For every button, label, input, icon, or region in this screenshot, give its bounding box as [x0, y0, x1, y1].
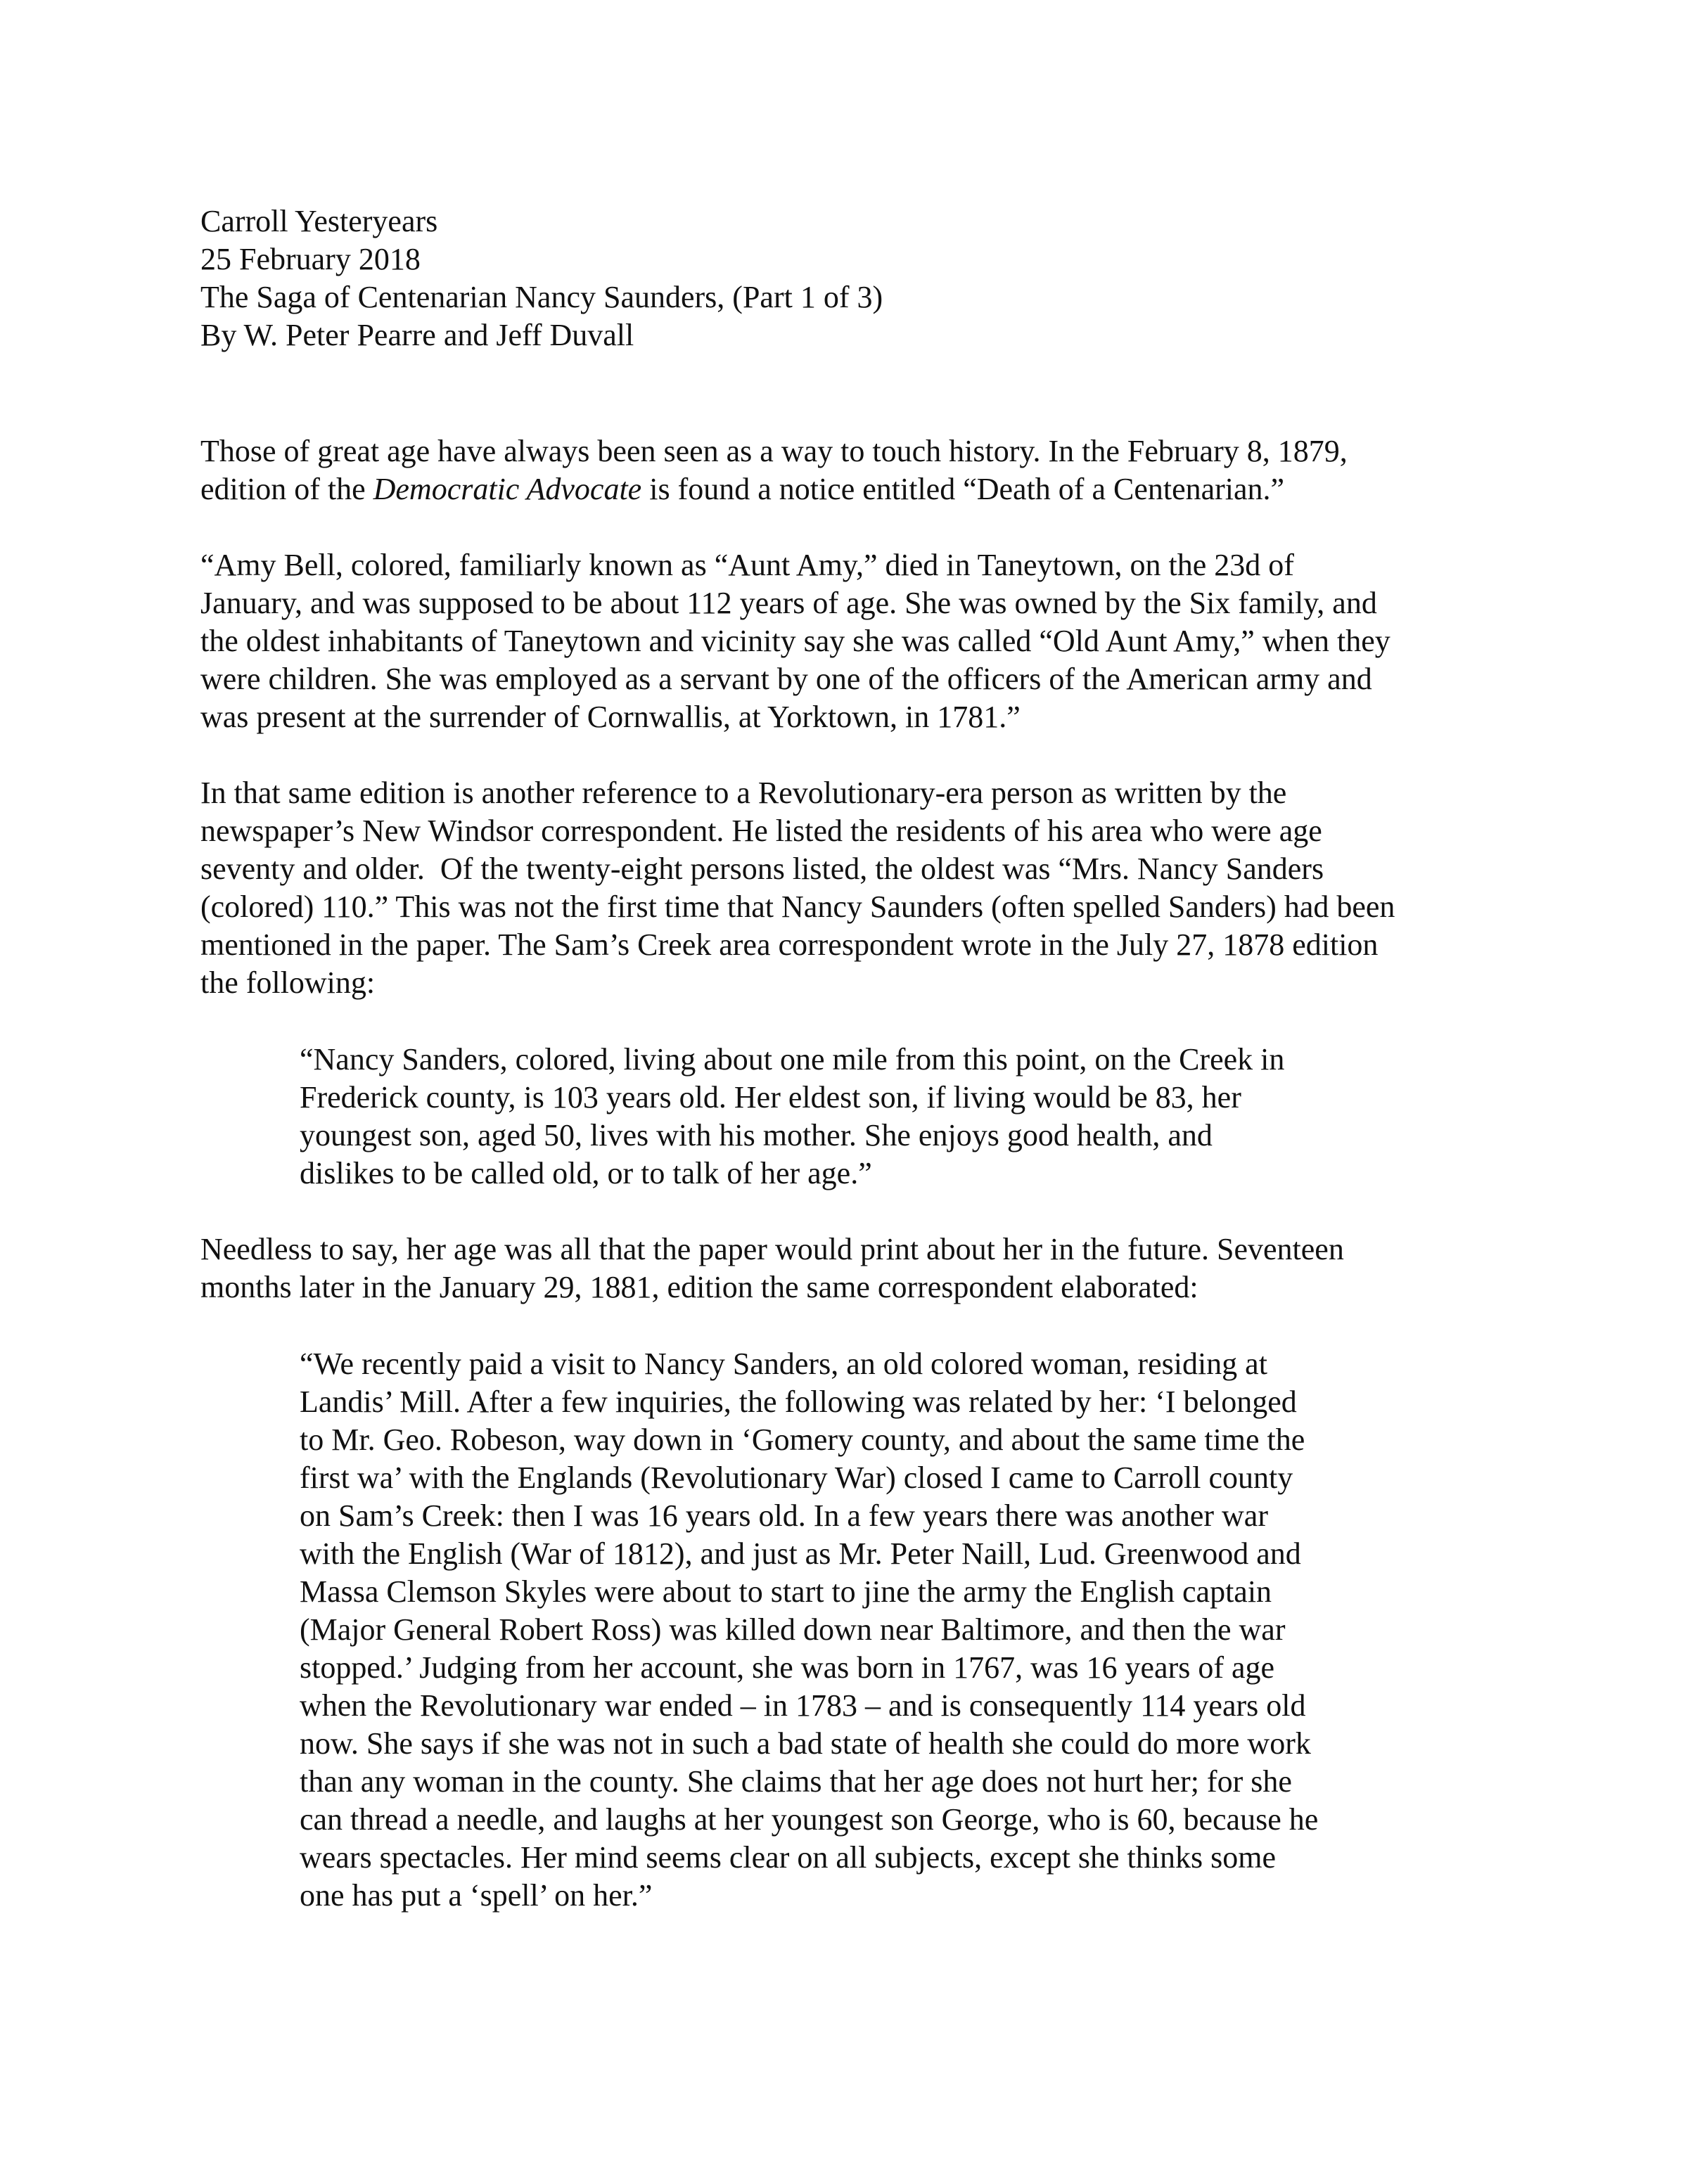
blockquote-2-line: with the English (War of 1812), and just as Mr. Peter Naill, Lud. Greenwood and — [300, 1536, 1301, 1571]
paragraph-1-line: Those of great age have always been seen as a way to touch history. In the February 8, 1879, — [200, 434, 1348, 468]
blockquote-1-line: “Nancy Sanders, colored, living about one mile from this point, on the Creek in — [300, 1042, 1285, 1077]
blockquote-2-line: Massa Clemson Skyles were about to start to jine the army the English captain — [300, 1574, 1272, 1609]
blockquote-2-line: Landis’ Mill. After a few inquiries, the following was related by her: ‘I belonged — [300, 1385, 1297, 1419]
paragraph-3-line: newspaper’s New Windsor correspondent. He listed the residents of his area who were age — [200, 814, 1322, 848]
blockquote-2-line: one has put a ‘spell’ on her.” — [300, 1878, 653, 1913]
blockquote-2-line: on Sam’s Creek: then I was 16 years old. In a few years there was another war — [300, 1498, 1268, 1533]
blockquote-2-line: stopped.’ Judging from her account, she was born in 1767, was 16 years of age — [300, 1650, 1275, 1685]
blockquote-1-line: Frederick county, is 103 years old. Her eldest son, if living would be 83, her — [300, 1080, 1241, 1115]
paragraph-2-line: “Amy Bell, colored, familiarly known as “Aunt Amy,” died in Taneytown, on the 23d of — [200, 548, 1294, 582]
blockquote-2-line: (Major General Robert Ross) was killed down near Baltimore, and then the war — [300, 1612, 1286, 1647]
blockquote-2-line: than any woman in the county. She claims that her age does not hurt her; for she — [300, 1764, 1292, 1799]
paragraph-3-line: seventy and older. Of the twenty-eight persons listed, the oldest was “Mrs. Nancy Sanders — [200, 852, 1324, 886]
blockquote-2-line: when the Revolutionary war ended – in 1783 – and is consequently 114 years old — [300, 1688, 1306, 1723]
article-title: The Saga of Centenarian Nancy Saunders, (Part 1 of 3) — [200, 280, 883, 314]
paragraph-3-line: In that same edition is another reference to a Revolutionary-era person as written by the — [200, 776, 1287, 810]
paragraph-1-text: is found a notice entitled “Death of a Centenarian.” — [641, 472, 1285, 506]
blockquote-2-line: “We recently paid a visit to Nancy Sanders, an old colored woman, residing at — [300, 1347, 1267, 1381]
paragraph-4-line: Needless to say, her age was all that the paper would print about her in the future. Seventeen — [200, 1232, 1344, 1266]
paragraph-4-line: months later in the January 29, 1881, edition the same correspondent elaborated: — [200, 1270, 1198, 1304]
article-byline: By W. Peter Pearre and Jeff Duvall — [200, 318, 634, 352]
blockquote-2-line: wears spectacles. Her mind seems clear on all subjects, except she thinks some — [300, 1840, 1276, 1875]
paragraph-2-line: the oldest inhabitants of Taneytown and vicinity say she was called “Old Aunt Amy,” when they — [200, 624, 1390, 658]
blockquote-2-line: can thread a needle, and laughs at her youngest son George, who is 60, because he — [300, 1802, 1319, 1837]
paragraph-3-line: the following: — [200, 965, 376, 1000]
blockquote-2-line: now. She says if she was not in such a bad state of health she could do more work — [300, 1726, 1311, 1761]
paragraph-3-line: (colored) 110.” This was not the first time that Nancy Saunders (often spelled Sanders) had been — [200, 889, 1395, 924]
newspaper-name: Democratic Advocate — [373, 472, 642, 506]
blockquote-2-line: first wa’ with the Englands (Revolutionary War) closed I came to Carroll county — [300, 1460, 1293, 1495]
paragraph-2-line: were children. She was employed as a servant by one of the officers of the American army and — [200, 662, 1372, 696]
paragraph-3-line: mentioned in the paper. The Sam’s Creek area correspondent wrote in the July 27, 1878 edition — [200, 927, 1379, 962]
column-name: Carroll Yesteryears — [200, 204, 438, 238]
paragraph-2-line: was present at the surrender of Cornwallis, at Yorktown, in 1781.” — [200, 700, 1021, 734]
paragraph-1-line — [200, 470, 1284, 508]
blockquote-1-line: dislikes to be called old, or to talk of her age.” — [300, 1156, 872, 1190]
article-date: 25 February 2018 — [200, 242, 421, 276]
paragraph-2-line: January, and was supposed to be about 112 years of age. She was owned by the Six family, and — [200, 586, 1377, 620]
blockquote-1-line: youngest son, aged 50, lives with his mother. She enjoys good health, and — [300, 1118, 1213, 1152]
blockquote-2-line: to Mr. Geo. Robeson, way down in ‘Gomery county, and about the same time the — [300, 1422, 1305, 1457]
paragraph-1-text: edition of the — [200, 472, 373, 506]
